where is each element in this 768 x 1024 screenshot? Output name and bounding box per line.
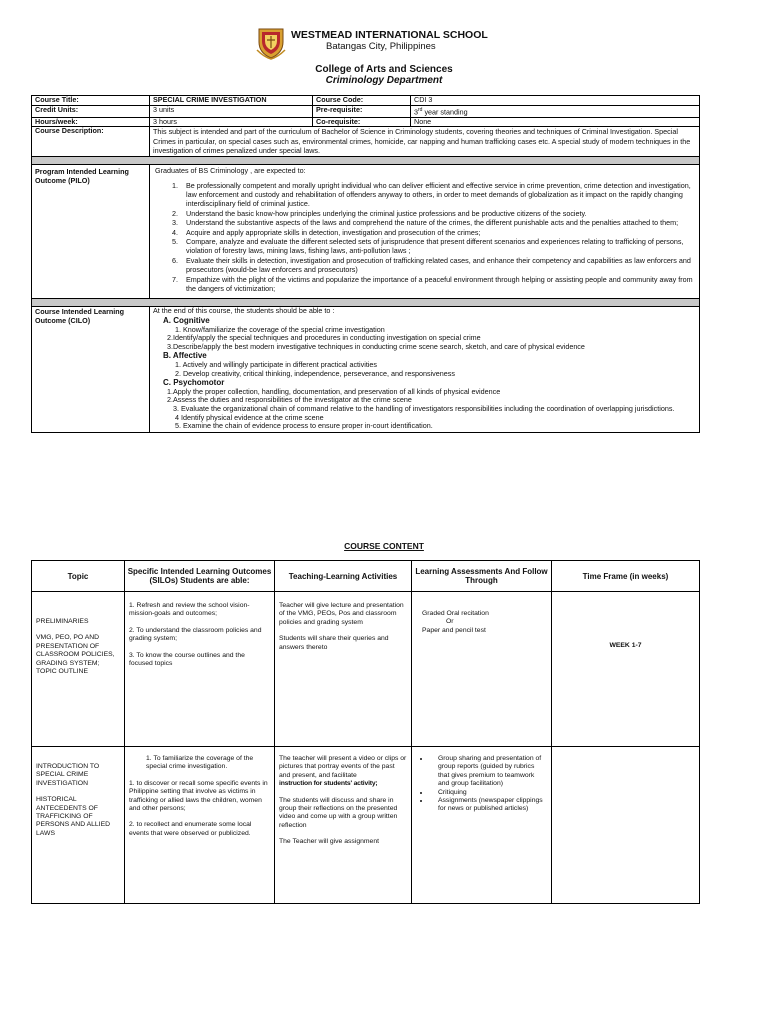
school-seal-icon xyxy=(256,26,286,60)
cilo-cognitive-item: 2.Identify/apply the special techniques and procedures in conducting investigation on special crime xyxy=(167,333,481,343)
corequisite-label: Co-requisite: xyxy=(313,117,411,127)
topic-cell xyxy=(32,747,125,904)
school-name: WESTMEAD INTERNATIONAL SCHOOL xyxy=(291,29,488,41)
silo-cell xyxy=(125,592,275,747)
cilo-row xyxy=(32,307,700,432)
course-title-label: Course Title: xyxy=(32,96,150,106)
hours-label: Hours/week: xyxy=(32,117,150,127)
tla-item: The students will discuss and share in group their reflections on the presented video and come up with a group written reflection xyxy=(279,796,398,829)
list-item: • Assignments (newspaper clippings for news or published articles) xyxy=(430,797,547,814)
document-header xyxy=(0,24,768,94)
cilo-psychomotor-item: 5. Examine the chain of evidence process to ensure proper in-court identification. xyxy=(175,421,433,431)
tla-item: The Teacher will give assignment xyxy=(279,838,379,846)
hours-value: 3 hours xyxy=(150,117,313,127)
time-frame-cell: WEEK 1-7 xyxy=(552,592,700,747)
pilo-row xyxy=(32,164,700,298)
pilo-item: 2. Understand the basic know-how principles underlying the criminal justice professions and be productive citizens of the society. xyxy=(180,209,696,218)
prerequisite-value xyxy=(411,105,700,117)
cilo-psychomotor-item: 4 Identify physical evidence at the crime scene xyxy=(175,412,324,422)
assessment-line: Or xyxy=(446,618,454,626)
separator-row xyxy=(32,299,700,307)
topic-line: INTRODUCTION TO SPECIAL CRIME INVESTIGATION xyxy=(36,763,100,787)
credit-units-value: 3 units xyxy=(150,105,313,117)
pilo-content xyxy=(150,164,700,298)
description-value: This subject is intended and part of the curriculum of Bachelor of Science in Criminology students, covering theories and techniques of Criminal Investigation. Special Crimes in particular, on special cases such as, environmental crimes, homicide, car napping and human trafficking cases etc. A special study of modern techniques in the investigation of crimes penalized under special laws. xyxy=(150,127,700,157)
silo-item: 2. To understand the classroom policies and grading system; xyxy=(129,626,262,643)
hours-row xyxy=(32,117,700,127)
course-title-value: SPECIAL CRIME INVESTIGATION xyxy=(150,96,313,106)
course-code-label: Course Code: xyxy=(313,96,411,106)
time-frame-cell xyxy=(552,747,700,904)
col-assessment: Learning Assessments And Follow Through xyxy=(412,561,552,592)
cilo-psychomotor-item: 2.Assess the duties and responsibilities of the investigator at the crime scene xyxy=(167,395,412,405)
cilo-psychomotor-item: 1.Apply the proper collection, handling, documentation, and preservation of all kinds of physical evidence xyxy=(167,386,501,396)
cilo-affective-title: B. Affective xyxy=(163,351,207,361)
tla-item: instruction for students' activity; xyxy=(279,780,378,788)
assessment-line: Graded Oral recitation xyxy=(422,610,489,617)
school-city: Batangas City, Philippines xyxy=(326,41,436,52)
pilo-intro: Graduates of BS Criminology , are expected to: xyxy=(155,165,306,175)
list-item: • Critiquing xyxy=(430,789,547,797)
prereq-num: 3 xyxy=(414,106,418,116)
assessment-line: Paper and pencil test xyxy=(422,626,486,634)
cilo-cognitive-item: 1. Know/familiarize the coverage of the special crime investigation xyxy=(175,324,385,334)
silo-item: 1. to discover or recall some specific events in Philippine setting that involve as victims in trafficking or allied laws the children, women and other persons; xyxy=(129,779,268,813)
pilo-item: 4. Acquire and apply appropriate skills in detection, investigation and prosecution of the crimes; xyxy=(180,228,696,237)
silo-item: 1. Refresh and review the school vision-mission-goals and outcomes; xyxy=(129,602,250,618)
pilo-item: 5. Compare, analyze and evaluate the different selected sets of jurisprudence that present different scenarios and experiences relating to trafficking of persons, violation of forestry laws, mining laws, fishing laws, anti-pollution laws ; xyxy=(180,237,696,256)
course-code-value: CDI 3 xyxy=(411,96,700,106)
silo-item: 3. To know the course outlines and the focused topics xyxy=(129,651,245,668)
course-title-row xyxy=(32,96,700,106)
pilo-item: 6. Evaluate their skills in detection, investigation and prosecution of trafficking related cases, and enhance their competency and capabilities as law enforcers and prosecutors (would-be law enforcers and prosecutors) xyxy=(180,256,696,275)
college-name: College of Arts and Sciences xyxy=(315,64,453,75)
pilo-label: Program Intended Learning Outcome (PILO) xyxy=(32,164,150,298)
cilo-intro: At the end of this course, the students should be able to : xyxy=(153,306,335,316)
silo-cell xyxy=(125,747,275,904)
col-silo: Specific Intended Learning Outcomes (SILOs) Students are able: xyxy=(125,561,275,592)
credit-units-label: Credit Units: xyxy=(32,105,150,117)
silo-item: 2. to recollect and enumerate some local events that were observed or publicized. xyxy=(129,821,252,837)
silo-item: 1. To familiarize the coverage of the special crime investigation. xyxy=(146,755,254,771)
tla-cell xyxy=(275,592,412,747)
prereq-rest: year standing xyxy=(422,106,468,116)
course-info-table xyxy=(31,95,700,433)
tla-item: The teacher will present a video or clips or pictures that portray events of the past and present, and facilitate xyxy=(279,755,407,779)
assessment-list xyxy=(416,755,547,814)
cilo-cognitive-title: A. Cognitive xyxy=(163,316,210,326)
description-label: Course Description: xyxy=(32,127,150,157)
prerequisite-label: Pre-requisite: xyxy=(313,105,411,117)
col-time-frame: Time Frame (in weeks) xyxy=(552,561,700,592)
pilo-item: 1. Be professionally competent and morally upright individual who can deliver efficient and effective service in crime prevention, crime detection and investigation, law enforcement and custody and rehabilitation of offenders anyway to others, in order to meet demands of globalization as it impact on the rapidly changing interdisciplinary field of criminal justice. xyxy=(180,181,696,209)
tla-item: Students will share their queries and answers thereto xyxy=(279,635,389,651)
description-row xyxy=(32,127,700,157)
cilo-psychomotor-item: 3. Evaluate the organizational chain of command relative to the handling of investigators responsibilities including the coordination of overlapping jurisdictions. xyxy=(173,403,675,413)
topic-cell xyxy=(32,592,125,747)
pilo-item: 7. Empathize with the plight of the victims and popularize the importance of a peaceful environment through helping or assisting people and community away from the dangers of victimization; xyxy=(180,275,696,294)
tla-cell xyxy=(275,747,412,904)
cilo-affective-item: 2. Develop creativity, critical thinking, independence, perseverance, and responsiveness xyxy=(175,368,455,378)
col-tla: Teaching-Learning Activities xyxy=(275,561,412,592)
table-row xyxy=(32,747,700,904)
pilo-item: 3. Understand the substantive aspects of the laws and comprehend the nature of the crimes, the different punishable acts and the penalties attached to them; xyxy=(180,218,696,227)
list-item: • Group sharing and presentation of group reports (guided by rubrics that gives premium to teamwork and group facilitation) xyxy=(430,755,547,789)
assessment-cell xyxy=(412,747,552,904)
cilo-label: Course Intended Learning Outcome (CILO) xyxy=(32,307,150,432)
department-name: Criminology Department xyxy=(325,75,443,86)
col-topic: Topic xyxy=(32,561,125,592)
cilo-cognitive-item: 3.Describe/apply the best modern investigative techniques in conducting crime scene search, sketch, and care of physical evidence xyxy=(167,341,585,351)
topic-line: HISTORICAL ANTECEDENTS OF TRAFFICKING OF PERSONS AND ALLIED LAWS xyxy=(36,796,111,837)
cilo-affective-item: 1. Actively and willingly participate in different practical activities xyxy=(175,359,378,369)
separator-row xyxy=(32,156,700,164)
table-row xyxy=(32,592,700,747)
course-content-table xyxy=(31,560,700,904)
tla-item: Teacher will give lecture and presentation of the VMG, PEOs, Pos and classroom policies and grading system xyxy=(279,602,404,626)
credit-units-row xyxy=(32,105,700,117)
course-content-title: COURSE CONTENT xyxy=(344,541,424,551)
cilo-psychomotor-title: C. Psychomotor xyxy=(163,378,225,388)
topic-line: VMG, PEO, PO AND PRESENTATION OF CLASSROOM POLICIES, GRADING SYSTEM; TOPIC OUTLINE xyxy=(36,634,115,676)
prereq-suffix: rd xyxy=(418,106,423,113)
corequisite-value: None xyxy=(411,117,700,127)
assessment-cell xyxy=(412,592,552,747)
course-content-header xyxy=(32,561,700,592)
pilo-list xyxy=(153,181,696,294)
topic-line: PRELIMINARIES xyxy=(36,618,89,625)
cilo-content xyxy=(150,307,700,432)
